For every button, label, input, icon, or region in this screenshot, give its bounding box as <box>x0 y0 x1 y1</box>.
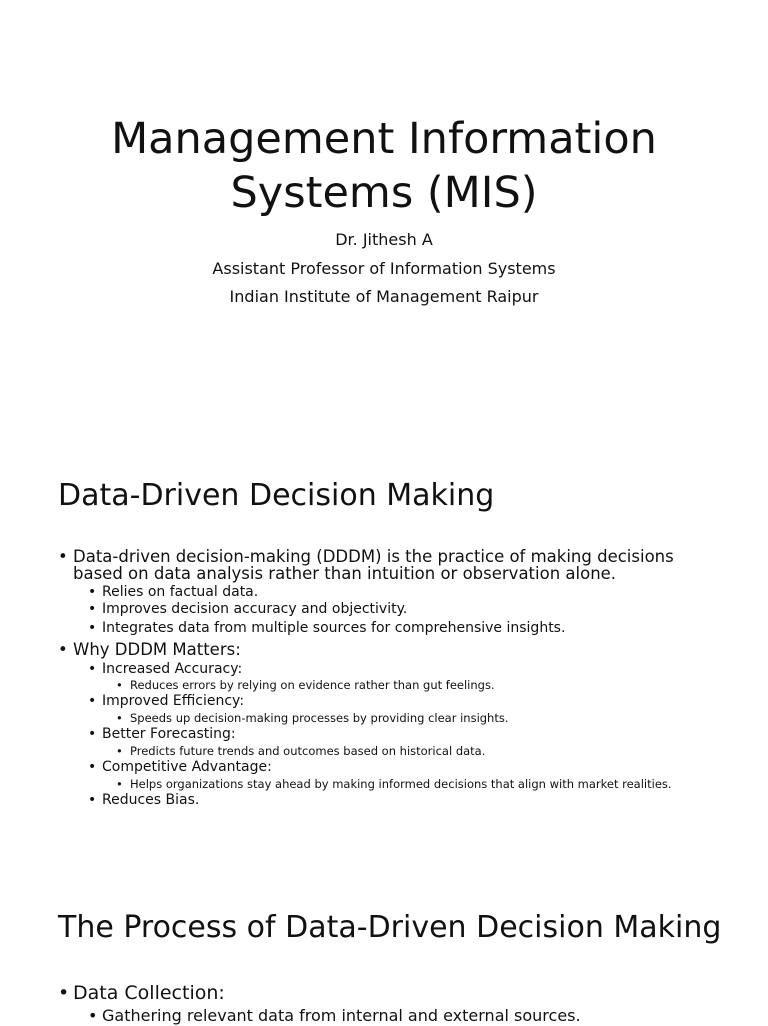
process-slide <box>0 860 768 1024</box>
bullet-marker: • <box>116 711 123 725</box>
definition-line-1: Data-driven decision-making (DDDM) is the practice of making decisions <box>73 547 674 566</box>
bullet-marker: • <box>88 1006 98 1025</box>
slide-heading: The Process of Data-Driven Decision Making <box>58 910 722 945</box>
title-line-2: Systems (MIS) <box>230 168 538 218</box>
definition-point: Relies on factual data. <box>102 584 259 600</box>
bullet-marker: • <box>116 678 123 692</box>
why-point-label: Increased Accuracy: <box>102 661 243 677</box>
why-point-detail: Speeds up decision-making processes by providing clear insights. <box>130 711 509 725</box>
author-name: Dr. Jithesh A <box>335 230 433 249</box>
bullet-marker: • <box>88 726 97 742</box>
why-point-label: Improved Efficiency: <box>102 693 245 709</box>
bullet-marker: • <box>88 601 97 617</box>
bullet-marker: • <box>88 792 97 808</box>
bullet-marker: • <box>88 620 97 636</box>
why-point-detail: Predicts future trends and outcomes based on historical data. <box>130 744 486 758</box>
bullet-marker: • <box>58 982 70 1004</box>
definition-point: Improves decision accuracy and objectivity. <box>102 601 408 617</box>
bullet-marker: • <box>88 759 97 775</box>
dddm-slide <box>0 440 768 840</box>
why-point-label: Better Forecasting: <box>102 726 236 742</box>
why-point-detail: Reduces errors by relying on evidence rather than gut feelings. <box>130 678 495 692</box>
title-line-1: Management Information <box>111 114 657 164</box>
why-point-label: Reduces Bias. <box>102 792 200 808</box>
definition-line-2: based on data analysis rather than intuition or observation alone. <box>73 564 617 583</box>
bullet-marker: • <box>58 640 68 659</box>
process-step-detail: Gathering relevant data from internal and external sources. <box>102 1006 581 1025</box>
bullet-marker: • <box>116 777 123 791</box>
bullet-marker: • <box>88 693 97 709</box>
why-label: Why DDDM Matters: <box>73 640 241 659</box>
bullet-marker: • <box>88 584 97 600</box>
slide-heading: Data-Driven Decision Making <box>58 478 495 513</box>
title-slide <box>0 0 768 430</box>
process-step-label: Data Collection: <box>73 982 225 1004</box>
bullet-marker: • <box>58 547 68 566</box>
author-role: Assistant Professor of Information Systems <box>212 259 556 278</box>
bullet-marker: • <box>116 744 123 758</box>
bullet-marker: • <box>88 661 97 677</box>
why-point-detail: Helps organizations stay ahead by making informed decisions that align with market realities. <box>130 777 672 791</box>
why-point-label: Competitive Advantage: <box>102 759 272 775</box>
presentation-title <box>0 112 768 220</box>
author-institution: Indian Institute of Management Raipur <box>229 287 539 306</box>
definition-point: Integrates data from multiple sources for comprehensive insights. <box>102 620 566 636</box>
